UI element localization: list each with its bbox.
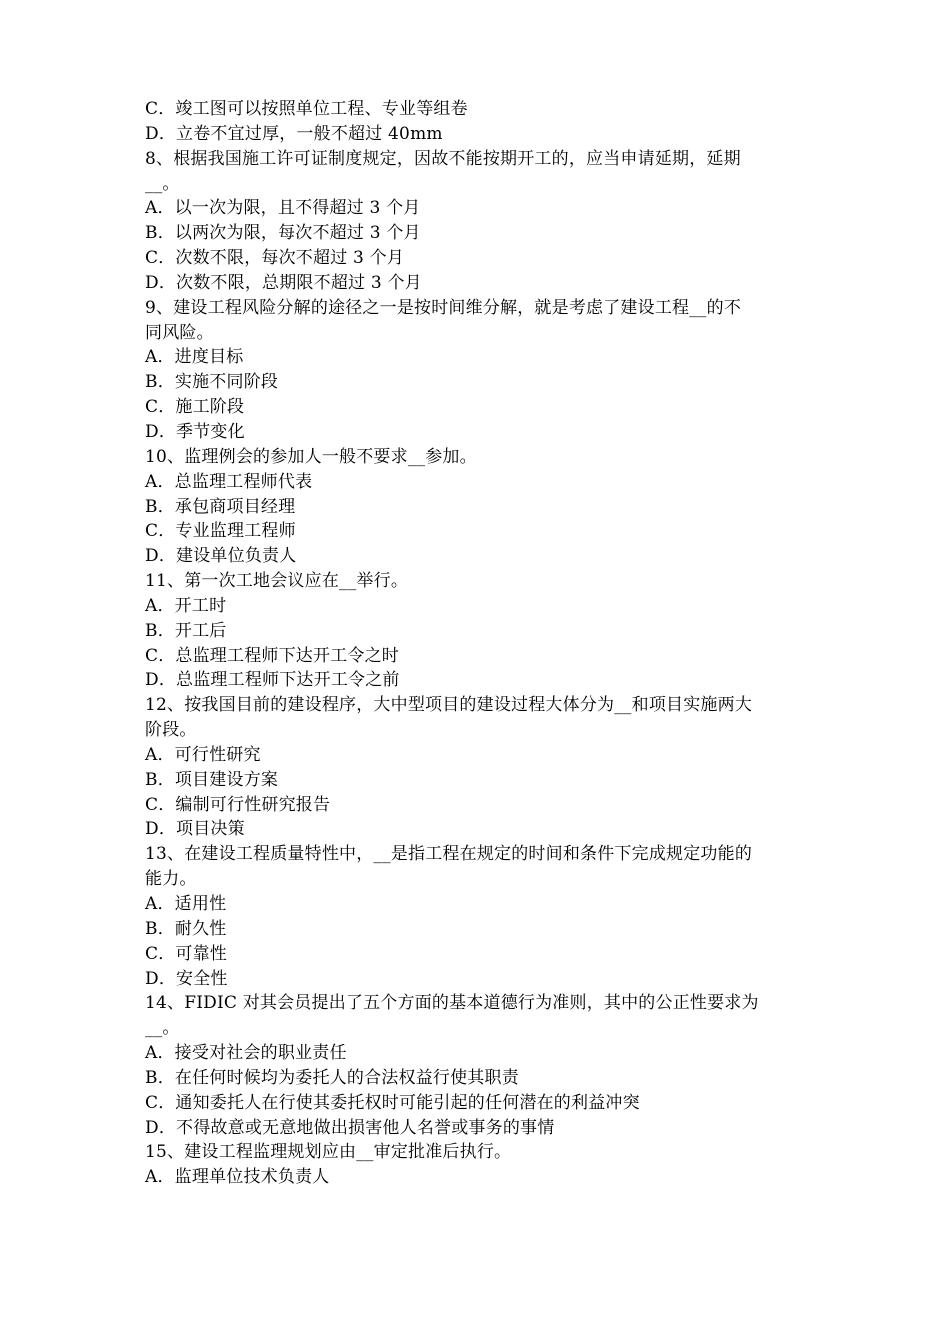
answer-option-line: C．编制可行性研究报告 [145,794,331,815]
answer-option-line: B．实施不同阶段 [145,372,279,393]
answer-option-line: B．在任何时候均为委托人的合法权益行使其职责 [145,1067,519,1088]
answer-option-line: B．承包商项目经理 [145,496,296,517]
answer-option-line: D．次数不限，总期限不超过 3 个月 [145,272,422,293]
question-text-line: 9、建设工程风险分解的途径之一是按时间维分解，就是考虑了建设工程__的不 [145,297,742,318]
answer-option-line: D．季节变化 [145,421,245,442]
answer-option-line: D．总监理工程师下达开工令之前 [145,670,400,691]
answer-option-line: A．监理单位技术负责人 [145,1167,330,1188]
answer-option-line: D．立卷不宜过厚，一般不超过 40mm [145,123,443,144]
answer-option-line: C．竣工图可以按照单位工程、专业等组卷 [145,99,468,119]
answer-option-line: A．总监理工程师代表 [145,471,313,492]
document-page [145,97,810,1190]
question-text-line: 11、第一次工地会议应在__举行。 [145,571,409,592]
answer-option-line: D．不得故意或无意地做出损害他人名誉或事务的事情 [145,1117,555,1138]
answer-option-line: B．以两次为限，每次不超过 3 个月 [145,223,421,244]
answer-option-line: C．总监理工程师下达开工令之时 [145,645,400,666]
answer-option-line: C．次数不限，每次不超过 3 个月 [145,248,405,269]
answer-option-line: C．通知委托人在行使其委托权时可能引起的任何潜在的利益冲突 [145,1092,640,1113]
answer-option-line: C．专业监理工程师 [145,521,296,542]
answer-option-line: D．建设单位负责人 [145,546,297,567]
answer-option-line: C．施工阶段 [145,397,245,418]
question-text-line: 14、FIDIC 对其会员提出了五个方面的基本道德行为准则，其中的公正性要求为 [145,993,759,1014]
question-text-line: __。 [145,173,180,194]
question-text-line: 13、在建设工程质量特性中，__是指工程在规定的时间和条件下完成规定功能的 [145,844,753,865]
question-text-line: 同风险。 [145,322,214,343]
answer-option-line: A．进度目标 [145,347,244,368]
answer-option-line: C．可靠性 [145,943,228,964]
answer-option-line: B．项目建设方案 [145,769,279,790]
answer-option-line: B．耐久性 [145,918,227,939]
question-text-line: 10、监理例会的参加人一般不要求__参加。 [145,446,477,467]
answer-option-line: A．接受对社会的职业责任 [145,1043,347,1064]
answer-option-line: A．适用性 [145,894,227,914]
answer-option-line: A．开工时 [145,595,227,616]
question-text-line: 12、按我国目前的建设程序，大中型项目的建设过程大体分为__和项目实施两大 [145,695,753,716]
question-text-line: 15、建设工程监理规划应由__审定批准后执行。 [145,1142,512,1163]
answer-option-line: B．开工后 [145,620,227,641]
answer-option-line: A．以一次为限，且不得超过 3 个月 [145,198,421,219]
question-text-line: __。 [145,1018,180,1039]
question-text-line: 能力。 [145,869,197,890]
answer-option-line: A．可行性研究 [145,744,261,765]
question-text-line: 阶段。 [145,720,197,741]
answer-option-line: D．安全性 [145,968,228,989]
question-text-line: 8、根据我国施工许可证制度规定，因故不能按期开工的，应当申请延期，延期 [145,148,741,169]
answer-option-line: D．项目决策 [145,819,245,840]
